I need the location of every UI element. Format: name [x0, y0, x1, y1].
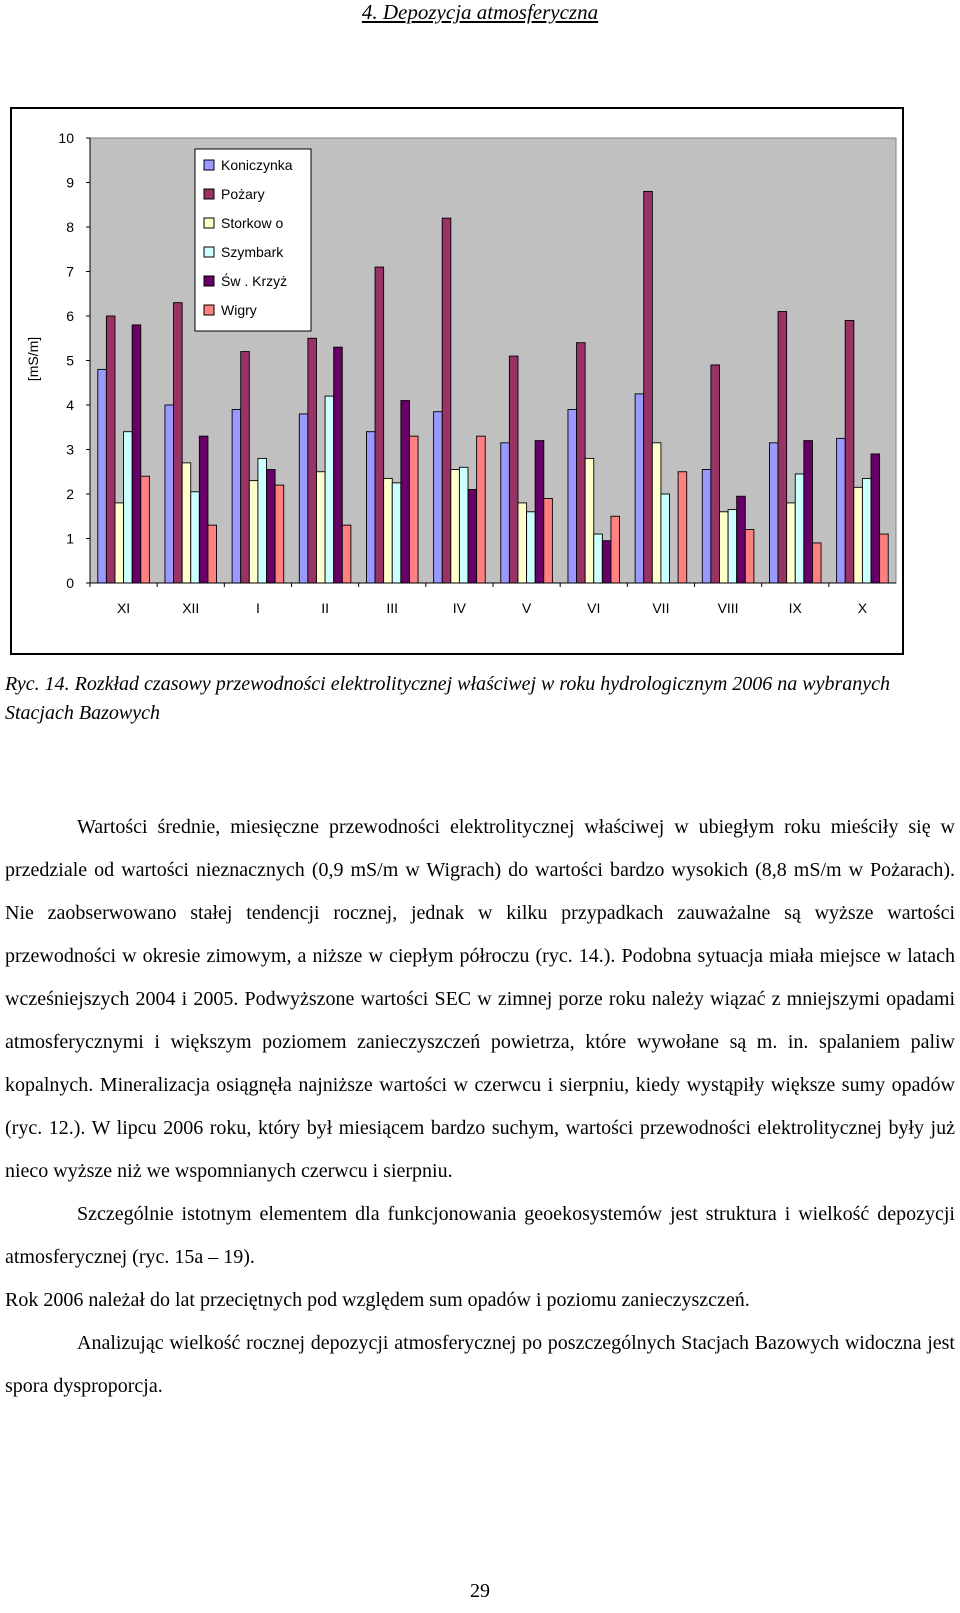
- bar: [208, 525, 217, 583]
- bar: [477, 436, 486, 583]
- x-tick-label: V: [521, 600, 532, 616]
- bar: [711, 365, 720, 583]
- bar: [594, 534, 603, 583]
- bar: [434, 412, 443, 583]
- bar: [459, 467, 468, 583]
- legend-swatch: [204, 276, 214, 286]
- y-tick-label: 0: [66, 575, 74, 591]
- y-tick-label: 9: [66, 174, 74, 191]
- legend-swatch: [204, 160, 214, 170]
- x-tick-label: X: [857, 600, 868, 616]
- bar: [275, 485, 284, 583]
- x-tick-label: IV: [452, 600, 467, 616]
- bar: [182, 463, 191, 583]
- y-tick-label: 7: [66, 263, 74, 280]
- bar: [258, 458, 267, 583]
- bar: [837, 438, 846, 583]
- bar: [106, 316, 115, 583]
- bar: [392, 483, 401, 583]
- bar: [334, 347, 343, 583]
- bar: [577, 343, 586, 583]
- y-axis-label: [mS/m]: [25, 336, 41, 382]
- bar: [325, 396, 334, 583]
- bar: [652, 443, 661, 583]
- bar: [384, 478, 393, 583]
- bar: [509, 356, 518, 583]
- bar: [854, 487, 863, 583]
- bar: [535, 441, 544, 583]
- bar: [544, 498, 553, 583]
- bar: [375, 267, 384, 583]
- bar: [366, 432, 375, 583]
- page-header: 4. Depozycja atmosferyczna: [361, 0, 599, 24]
- bar: [442, 218, 451, 583]
- bar: [124, 432, 133, 583]
- bar: [719, 512, 728, 583]
- y-tick-label: 3: [66, 441, 74, 458]
- bar: [132, 325, 141, 583]
- legend-label: Pożary: [221, 186, 265, 202]
- legend-label: Św . Krzyż: [221, 273, 288, 289]
- bar: [174, 303, 183, 583]
- bar: [342, 525, 351, 583]
- page-number: 29: [470, 1580, 490, 1602]
- bar: [308, 338, 317, 583]
- bar: [804, 441, 813, 583]
- x-tick-label: IX: [788, 600, 802, 616]
- bar: [862, 478, 871, 583]
- y-tick-label: 1: [66, 530, 74, 547]
- bar: [812, 543, 821, 583]
- y-tick-label: 2: [66, 486, 74, 502]
- bar: [299, 414, 308, 583]
- legend-label: Wigry: [221, 302, 257, 318]
- x-tick-label: VI: [587, 600, 601, 616]
- paragraph: Analizując wielkość rocznej depozycji atmosferycznej po poszczególnych Stacjach Bazowych widoczna jest spora dysproporcja.: [5, 1332, 955, 1397]
- x-tick-label: I: [255, 600, 260, 616]
- legend-swatch: [204, 218, 214, 228]
- bar: [199, 436, 208, 583]
- bar: [585, 458, 594, 583]
- bar: [635, 394, 644, 583]
- legend-label: Koniczynka: [221, 157, 293, 173]
- legend-label: Szymbark: [221, 244, 284, 260]
- bar: [611, 516, 620, 583]
- y-tick-label: 5: [66, 352, 74, 369]
- x-tick-label: II: [321, 600, 329, 616]
- paragraph: Szczególnie istotnym elementem dla funkcjonowania geoekosystemów jest struktura i wielkość depozycji atmosferycznej (ryc. 15a – 19).: [5, 1203, 955, 1268]
- bar: [468, 490, 477, 583]
- y-tick-label: 10: [58, 130, 74, 146]
- bar: [409, 436, 418, 583]
- bar: [702, 470, 711, 583]
- bar: [737, 496, 746, 583]
- legend-swatch: [204, 247, 214, 257]
- legend-swatch: [204, 189, 214, 199]
- bar: [451, 470, 460, 583]
- bar: [527, 512, 536, 583]
- bar: [745, 530, 754, 583]
- bar: [241, 352, 250, 583]
- bar: [602, 541, 611, 583]
- bar: [661, 494, 670, 583]
- paragraph: Wartości średnie, miesięczne przewodności elektrolitycznej właściwej w ubiegłym roku mieściły się w przedziale od wartości nieznacznych (0,9 mS/m w Wigrach) do wartości bardzo wysokich (8,8 mS/m w Pożarach). Nie zaobserwowano stałej tendencji rocznej, jednak w kilku przypadkach zauważalne są wyższe wartości przewodności w okresie zimowym, a niższe w ciepłym półroczu (ryc. 14.). Podobna sytuacja miała miejsce w latach wcześniejszych 2004 i 2005. Podwyższone wartości SEC w zimnej porze roku należy wiązać z mniejszymi opadami atmosferycznymi i większym poziomem zanieczyszczeń powietrza, które wywołane są m. in. spalaniem paliw kopalnych. Mineralizacja osiągnęła najniższe wartości w czerwcu i sierpniu, kiedy wystąpiły większe sumy opadów (ryc. 12.). W lipcu 2006 roku, który był miesiącem bardzo suchym, wartości przewodności elektrolitycznej były już nieco wyższe niż we wspomnianych czerwcu i sierpniu.: [5, 816, 955, 1182]
- bar: [871, 454, 880, 583]
- bar: [795, 474, 804, 583]
- bar: [778, 312, 787, 583]
- bar: [249, 481, 258, 583]
- bar: [845, 320, 854, 583]
- bar: [232, 409, 241, 583]
- bar: [165, 405, 174, 583]
- chart-figure: [10, 107, 904, 655]
- legend-swatch: [204, 305, 214, 315]
- x-tick-label: VIII: [717, 600, 739, 616]
- legend: [195, 149, 311, 331]
- bar: [401, 401, 410, 583]
- bar: [191, 492, 200, 583]
- bar: [518, 503, 527, 583]
- y-tick-label: 6: [66, 308, 74, 324]
- y-tick-label: 8: [66, 219, 74, 235]
- bar: [678, 472, 687, 583]
- bar: [501, 443, 510, 583]
- x-tick-label: XI: [116, 600, 131, 616]
- bar: [115, 503, 124, 583]
- bar: [769, 443, 778, 583]
- paragraph: Rok 2006 należał do lat przeciętnych pod względem sum opadów i poziomu zanieczyszczeń.: [5, 1289, 750, 1311]
- bar: [728, 510, 737, 583]
- y-axis: [58, 130, 90, 591]
- y-tick-label: 4: [66, 397, 74, 413]
- bar: [267, 470, 276, 583]
- bar: [644, 191, 653, 583]
- bar-chart: [12, 109, 902, 653]
- bar: [787, 503, 796, 583]
- bar: [880, 534, 889, 583]
- bar: [316, 472, 325, 583]
- x-tick-label: III: [386, 600, 399, 616]
- bar: [141, 476, 150, 583]
- figure-caption: Ryc. 14. Rozkład czasowy przewodności elektrolitycznej właściwej w roku hydrologicznym 2006 na wybranych Stacjach Bazowych: [5, 673, 891, 724]
- x-tick-label: VII: [652, 600, 670, 616]
- bar: [98, 369, 107, 583]
- x-axis: [90, 583, 896, 616]
- x-tick-label: XII: [182, 600, 200, 616]
- body-text: [5, 806, 955, 1408]
- bar: [568, 409, 577, 583]
- legend-label: Storkow o: [221, 215, 284, 231]
